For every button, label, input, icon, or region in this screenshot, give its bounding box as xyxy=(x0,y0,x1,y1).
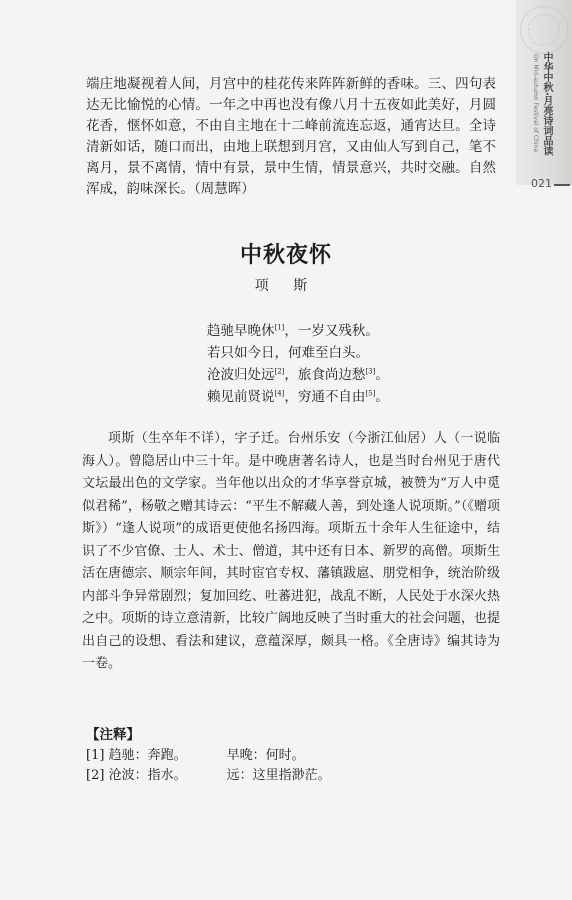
note-ref: [5] xyxy=(365,389,376,398)
page-number-rule xyxy=(554,184,570,186)
poem-line: 赖见前贤说[4]，穷通不自由[5]。 xyxy=(207,389,389,405)
note-item: [1] 趋驰：奔跑。 早晚：何时。 xyxy=(86,748,305,763)
note-ref: [1] xyxy=(274,323,285,332)
poem-line: 沧波归处远[2]，旅食尚边愁[3]。 xyxy=(207,367,389,383)
notes-heading: 【注释】 xyxy=(86,727,140,743)
poem-line: 若只如今日，何难至白头。 xyxy=(207,345,369,361)
poem-line: 趋驰早晚休[1]，一岁又残秋。 xyxy=(207,323,379,339)
note-ref: [2] xyxy=(274,367,285,376)
note-ref: [4] xyxy=(274,389,285,398)
poet-biography: 项斯（生卒年不详），字子迁。台州乐安（今浙江仙居）人（一说临海人）。曾隐居山中三十年。是中晚唐著名诗人，也是当时台州见于唐代文坛最出色的文学家。当年他以出众的才华享誉京城，被赞为“万人中觅似君稀”，杨敬之赠其诗云：“平生不解藏人善，到处逢人说项斯。”（《赠项斯》）“逢人说项”的成语更使他名扬四海。项斯五十余年人生征途中，结识了不少官僚、士人、术士、僧道，其中还有日本、新罗的高僧。项斯生活在唐德宗、顺宗年间，其时宦官专权、藩镇跋扈、朋党相争，统治阶级内部斗争异常剧烈；复加回纥、吐蕃进犯，战乱不断，人民处于水深火热之中。项斯的诗立意清新，比较广阔地反映了当时重大的社会问题，也提出自己的设想、看法和建议，意蕴深厚，颇具一格。《全唐诗》编其诗为一卷。 xyxy=(82,431,500,671)
note-item: [2] 沧波：指水。 远：这里指渺茫。 xyxy=(86,768,331,783)
poem-body xyxy=(207,320,507,408)
side-english-title: On Mid-autumn Festival of China xyxy=(532,54,539,153)
side-chinese-title: 中华中秋·月亮诗词品读 xyxy=(541,52,552,156)
poem-title: 中秋夜怀 xyxy=(239,243,332,268)
note-ref: [3] xyxy=(365,367,376,376)
decorative-ring-icon xyxy=(528,14,560,46)
page-number: 021 xyxy=(531,177,552,190)
previous-commentary: 端庄地凝视着人间，月宫中的桂花传来阵阵新鲜的香味。三、四句表达无比愉悦的心情。一年之中再也没有像八月十五夜如此美好，月圆花香，惬怀如意，不由自主地在十二峰前流连忘返，通宵达旦。全诗清新如话，随口而出，由地上联想到月宫，又由仙人写到自己，笔不离月，景不离情，情中有景，景中生情，情景意兴，共时交融。自然浑成，韵味深长。（周慧晖） xyxy=(86,76,496,197)
poem-author: 项 斯 xyxy=(254,278,318,294)
